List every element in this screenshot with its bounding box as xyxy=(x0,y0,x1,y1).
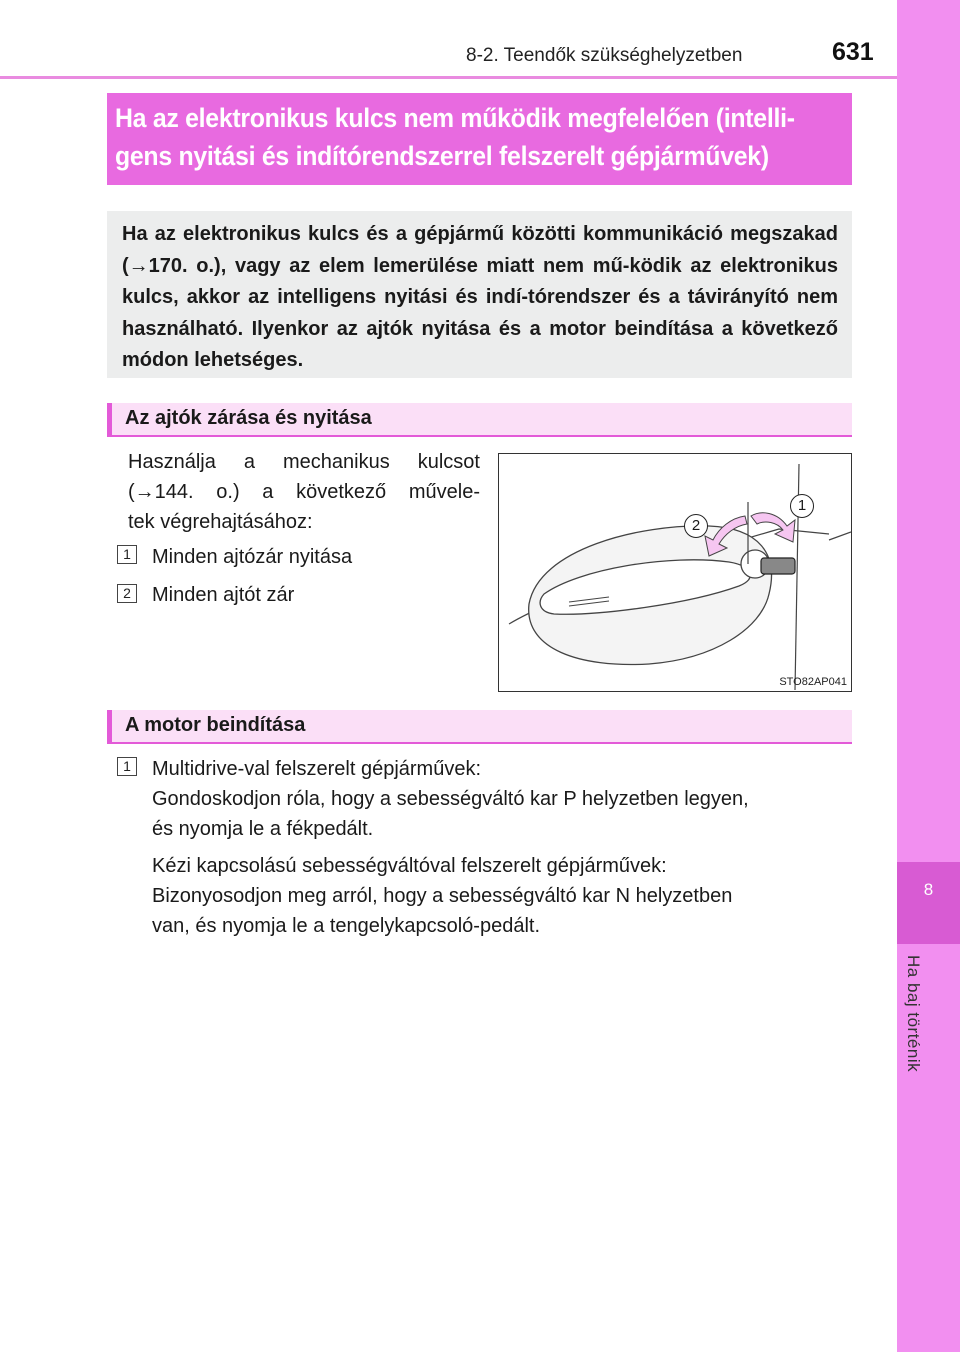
section-heading: A motor beindítása xyxy=(125,714,306,736)
chapter-tab xyxy=(897,862,960,944)
page-title-banner xyxy=(107,93,852,185)
step-1-line-3: és nyomja le a fékpedált. xyxy=(152,818,374,840)
intro-box xyxy=(107,211,852,378)
list-item-lock: Minden ajtót zár xyxy=(152,584,295,606)
figure-callout-1: 1 xyxy=(790,494,814,518)
chapter-number: 8 xyxy=(923,880,934,899)
step-marker-1: 1 xyxy=(117,757,137,776)
page-title-line-1: Ha az elektronikus kulcs nem működik megfelelően (intelli- xyxy=(115,103,795,133)
doors-paragraph-line-1: Használja a mechanikus kulcsot xyxy=(128,451,480,473)
header-divider xyxy=(0,76,897,79)
manual-note-line-3: van, és nyomja le a tengelykapcsoló-pedált. xyxy=(152,915,541,937)
doors-paragraph-line-3: tek végrehajtásához: xyxy=(128,511,313,533)
manual-note-line-2: Bizonyosodjon meg arról, hogy a sebességváltó kar N helyzetben xyxy=(152,885,733,907)
chapter-sidebar xyxy=(897,0,960,1352)
figure-code: STO82AP041 xyxy=(779,676,847,688)
door-handle-illustration xyxy=(498,453,852,692)
step-1-line-2: Gondoskodjon róla, hogy a sebességváltó kar P helyzetben legyen, xyxy=(152,788,749,810)
step-1-line-1: Multidrive-val felszerelt gépjárművek: xyxy=(152,758,482,780)
doors-paragraph-line-2: (→144. o.) a következő művele- xyxy=(128,481,480,503)
section-header-doors xyxy=(107,403,852,437)
intro-text: Ha az elektronikus kulcs és a gépjármű közötti kommunikáció megszakad (→170. o.), vagy az elem lemerülése miatt nem mű-ködik az elektronikus kulcs, akkor az intelligens nyitási és indí-tórendszer és a távirányító nem használható. Ilyenkor az ajtók nyitása és a motor beindítása a következő módon lehetséges. xyxy=(122,223,838,371)
figure-callout-2: 2 xyxy=(684,514,708,538)
list-marker-1: 1 xyxy=(117,545,137,564)
list-marker-2: 2 xyxy=(117,584,137,603)
chapter-title-vertical: Ha baj történik xyxy=(904,955,923,1073)
chapter-header: 8-2. Teendők szükséghelyzetben xyxy=(466,45,743,66)
section-heading: Az ajtók zárása és nyitása xyxy=(125,407,372,429)
section-header-engine xyxy=(107,710,852,744)
page-title-line-2: gens nyitási és indítórendszerrel felszerelt gépjárművek) xyxy=(115,141,769,171)
manual-note-line-1: Kézi kapcsolású sebességváltóval felszerelt gépjárművek: xyxy=(152,855,667,877)
page-number: 631 xyxy=(832,38,874,66)
list-item-unlock: Minden ajtózár nyitása xyxy=(152,546,353,568)
door-handle-drawing xyxy=(499,454,851,691)
